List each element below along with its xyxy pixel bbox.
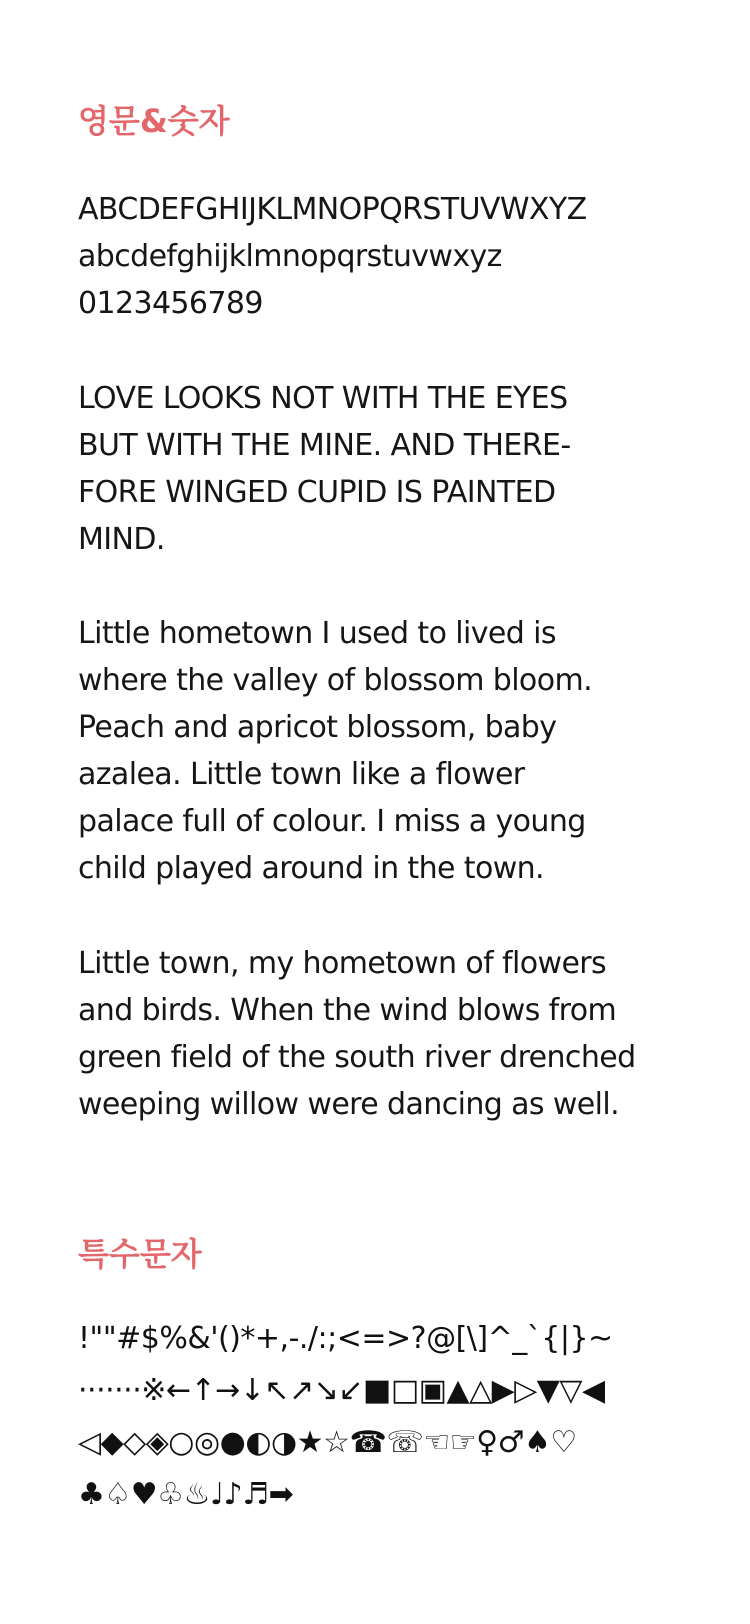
paragraph-line: Peach and apricot blossom, baby — [78, 710, 557, 745]
paragraph-line: palace full of colour. I miss a young — [78, 804, 586, 839]
paragraph-line: child played around in the town. — [78, 851, 544, 886]
paragraph-little-town — [78, 940, 728, 1128]
uppercase-quote — [78, 375, 728, 563]
uppercase-letters: ABCDEFGHIJKLMNOPQRSTUVWXYZ — [78, 192, 587, 227]
paragraph-hometown — [78, 610, 728, 892]
special-characters-title: 특수문자 — [78, 1235, 202, 1273]
paragraph-line: azalea. Little town like a flower — [78, 757, 525, 792]
paragraph-line: Little town, my hometown of flowers — [78, 946, 607, 981]
special-chars-line: !""#$%&'()*+,-./:;<=>?@[\]^_`{|}~ — [78, 1321, 613, 1356]
paragraph-line: where the valley of blossom bloom. — [78, 663, 593, 698]
quote-line: MIND. — [78, 522, 165, 557]
special-chars-line: ·······※←↑→↓↖↗↘↙■□▣▲△▶▷▼▽◀ — [78, 1373, 605, 1408]
quote-line: LOVE LOOKS NOT WITH THE EYES — [78, 381, 568, 416]
special-chars-line: ◁◆◇◈○◎●◐◑★☆☎☏☜☞♀♂♠♡ — [78, 1425, 577, 1460]
special-characters-block — [78, 1313, 738, 1521]
lowercase-letters: abcdefghijklmnopqrstuvwxyz — [78, 239, 502, 274]
english-numbers-title: 영문&숫자 — [78, 102, 230, 140]
paragraph-line: green field of the south river drenched — [78, 1040, 636, 1075]
quote-line: FORE WINGED CUPID IS PAINTED — [78, 475, 556, 510]
paragraph-line: weeping willow were dancing as well. — [78, 1087, 620, 1122]
paragraph-line: and birds. When the wind blows from — [78, 993, 617, 1028]
quote-line: BUT WITH THE MINE. AND THERE- — [78, 428, 571, 463]
digit-characters: 0123456789 — [78, 286, 263, 321]
special-chars-line: ♣♤♥♧♨♩♪♬➡ — [78, 1477, 294, 1512]
paragraph-line: Little hometown I used to lived is — [78, 616, 556, 651]
alphabet-block — [78, 186, 728, 327]
